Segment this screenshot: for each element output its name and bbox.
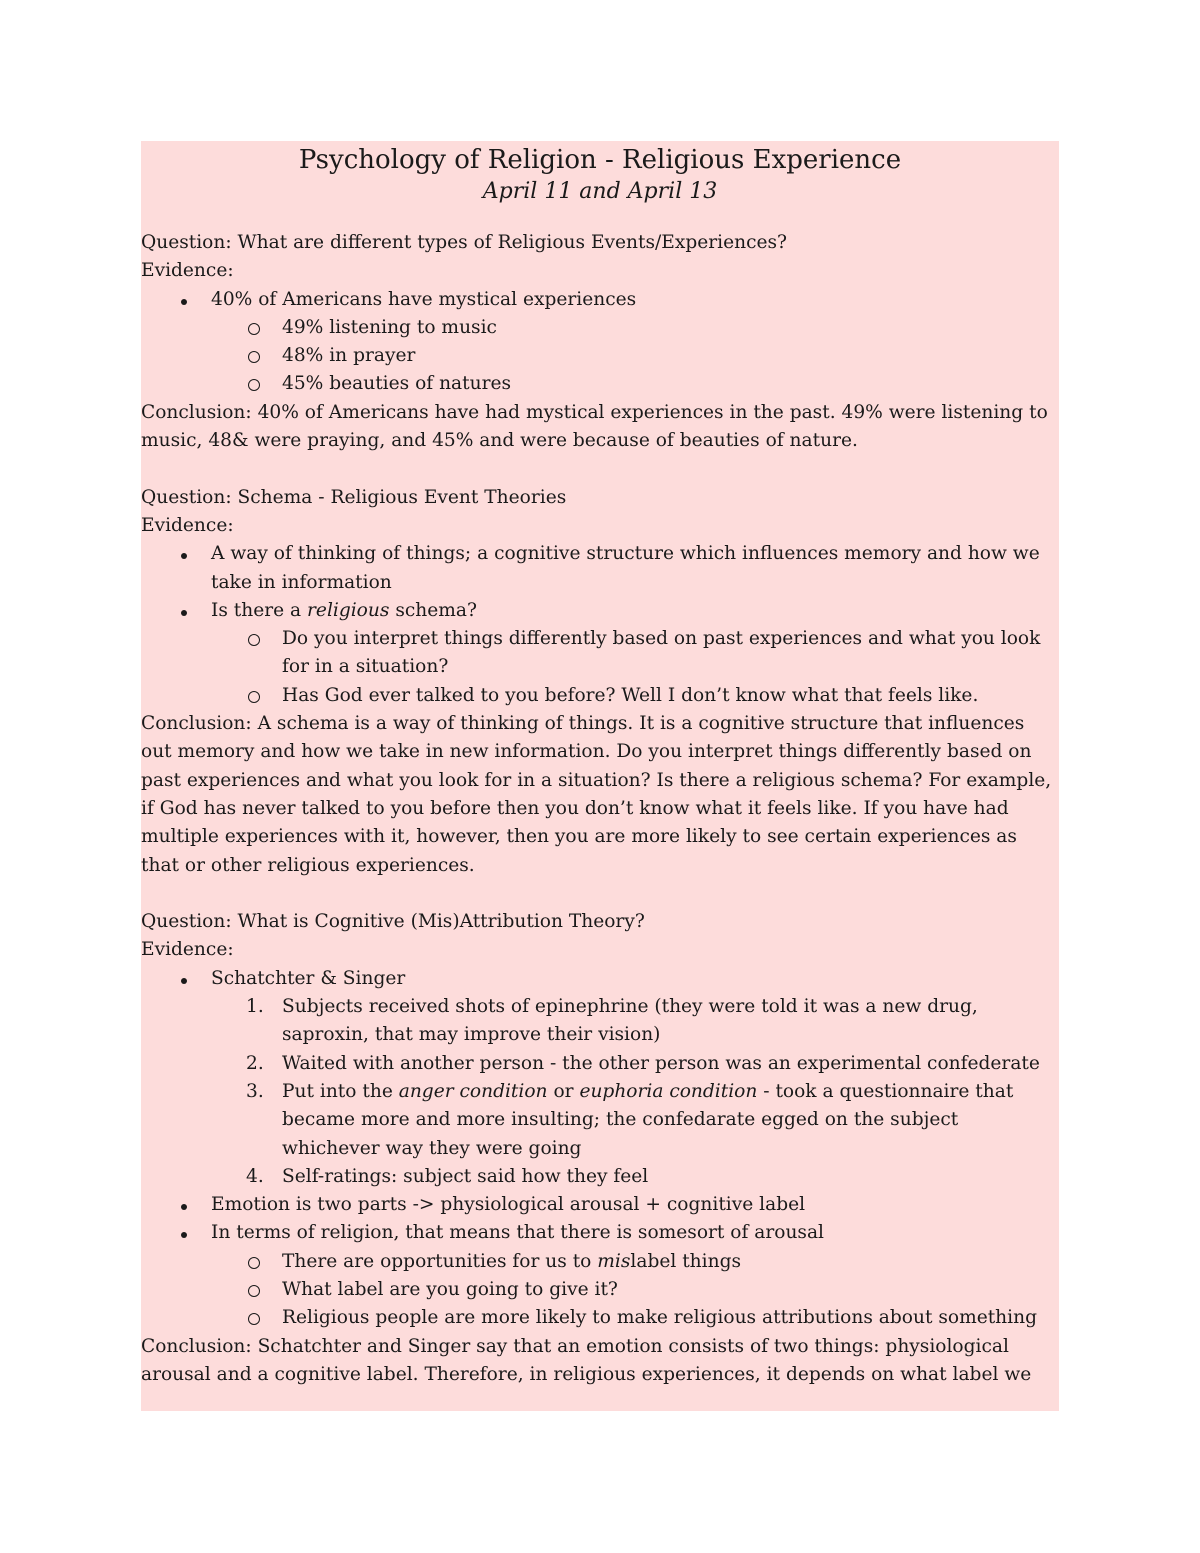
circle-bullet-icon [246, 682, 270, 712]
section2-bullet-list [141, 540, 1059, 710]
section1-question: Question: What are different types of Religious Events/Experiences? [141, 232, 788, 253]
sub-item-post: label things [630, 1250, 742, 1272]
circle-bullet-icon [246, 1276, 270, 1306]
list-item [141, 286, 1059, 399]
section1-evidence-label: Evidence: [141, 260, 234, 282]
list-item [141, 625, 1059, 682]
list-item [141, 1219, 1059, 1332]
section-spacer [141, 880, 1059, 908]
list-item [141, 1276, 1059, 1304]
list-item [141, 993, 1059, 1050]
section2-bullet1-text: A way of thinking of things; a cognitive structure which influences memory and how we take in information [211, 543, 1040, 593]
list-item [141, 1191, 1059, 1219]
section3-bullet1-text: Schatchter & Singer [211, 967, 406, 989]
list-item [141, 1163, 1059, 1191]
list-item [141, 1050, 1059, 1078]
section3-bullet-list [141, 965, 1059, 1333]
list-item [141, 682, 1059, 710]
list-number: 2. [246, 1052, 264, 1074]
bullet-icon [177, 965, 191, 993]
section-spacer [141, 455, 1059, 483]
section3-conclusion: Conclusion: Schatchter and Singer say that an emotion consists of two things: physiological arousal and a cognitive label. Therefore, in religious experiences, it depends on what label we [141, 1335, 1032, 1385]
sub-item-text: 48% in prayer [282, 345, 416, 367]
list-item [141, 540, 1059, 597]
sub-item-text: Has God ever talked to you before? Well I don’t know what that feels like. [282, 684, 979, 706]
list-item [141, 314, 1059, 342]
section3-bullet3-text: In terms of religion, that means that there is somesort of arousal [211, 1222, 825, 1244]
section2-conclusion: Conclusion: A schema is a way of thinking of things. It is a cognitive structure that influences out memory and how we take in new information. Do you interpret things differently based on past experiences and what you look for in a situation? Is there a religious schema? For example, if God has never talked to you before then you don’t know what it feels like. If you have had multiple experiences with it, however, then you are more likely to see certain experiences as that or other religious experiences. [141, 713, 1052, 876]
circle-bullet-icon [246, 342, 270, 372]
bullet-icon [177, 597, 191, 625]
list-number: 4. [246, 1165, 264, 1187]
section2-bullet2-post: schema? [389, 599, 477, 621]
anger-condition-em: anger condition [398, 1080, 548, 1102]
bullet-icon [177, 286, 191, 314]
numbered-item-text: Waited with another person - the other person was an experimental confederate [282, 1052, 1040, 1074]
section2-question: Question: Schema - Religious Event Theories [141, 486, 567, 508]
sub-item-text: Do you interpret things differently based on past experiences and what you look for in a situation? [282, 628, 1041, 678]
numbered-item-text: Self-ratings: subject said how they feel [282, 1165, 649, 1187]
list-number: 1. [246, 996, 264, 1018]
document-subtitle: April 11 and April 13 [482, 179, 718, 204]
section1-sub-list [141, 314, 1059, 399]
section2-bullet2-pre: Is there a [211, 599, 308, 621]
section2-evidence-label: Evidence: [141, 514, 234, 536]
list-number: 3. [246, 1080, 264, 1102]
section1-conclusion: Conclusion: 40% of Americans have had mystical experiences in the past. 49% were listening to music, 48& were praying, and 45% and were because of beauties of nature. [141, 401, 1048, 452]
sub-item-pre: There are opportunities for us to [282, 1250, 598, 1272]
circle-bullet-icon [246, 625, 270, 655]
numbered-item-text-a: Put into the [282, 1080, 399, 1102]
circle-bullet-icon [246, 1248, 270, 1278]
bullet-icon [177, 540, 191, 568]
circle-bullet-icon [246, 314, 270, 344]
section3-evidence-label: Evidence: [141, 939, 234, 961]
section3-sub-list [141, 1248, 1059, 1333]
section3-numbered-list [141, 993, 1059, 1191]
bullet-icon [177, 1191, 191, 1219]
list-item [141, 1078, 1059, 1163]
numbered-item-text-b: or [547, 1080, 580, 1102]
list-item [141, 1248, 1059, 1276]
sub-item-em: mis [597, 1250, 631, 1272]
list-item [141, 370, 1059, 398]
list-item [141, 1304, 1059, 1332]
section2-bullet2-em: religious [307, 599, 390, 621]
circle-bullet-icon [246, 1304, 270, 1334]
list-item [141, 597, 1059, 710]
section2-sub-list [141, 625, 1059, 710]
numbered-item-text: Subjects received shots of epinephrine (they were told it was a new drug, saproxin, that may improve their vision) [282, 996, 978, 1046]
section3-question: Question: What is Cognitive (Mis)Attribution Theory? [141, 911, 645, 933]
sub-item-text: Religious people are more likely to make religious attributions about something [282, 1307, 1037, 1329]
section1-bullet-list [141, 286, 1059, 399]
sub-item-text: 45% beauties of natures [282, 373, 512, 395]
section1-bullet1-text: 40% of Americans have mystical experiences [211, 288, 637, 310]
section3-bullet2-text: Emotion is two parts -> physiological arousal + cognitive label [211, 1194, 806, 1216]
euphoria-condition-em: euphoria condition [579, 1080, 758, 1102]
list-item [141, 965, 1059, 1191]
numbered-item-text-c: - took a questionnaire that became more and more insulting; the confedarate egged on the subject whichever way they were going [282, 1080, 1014, 1159]
list-item [141, 342, 1059, 370]
document-page [141, 141, 1059, 1411]
document-title: Psychology of Religion - Religious Experience [298, 145, 902, 175]
bullet-icon [177, 1219, 191, 1247]
circle-bullet-icon [246, 370, 270, 400]
sub-item-text: 49% listening to music [282, 316, 497, 338]
sub-item-text: What label are you going to give it? [282, 1278, 618, 1300]
